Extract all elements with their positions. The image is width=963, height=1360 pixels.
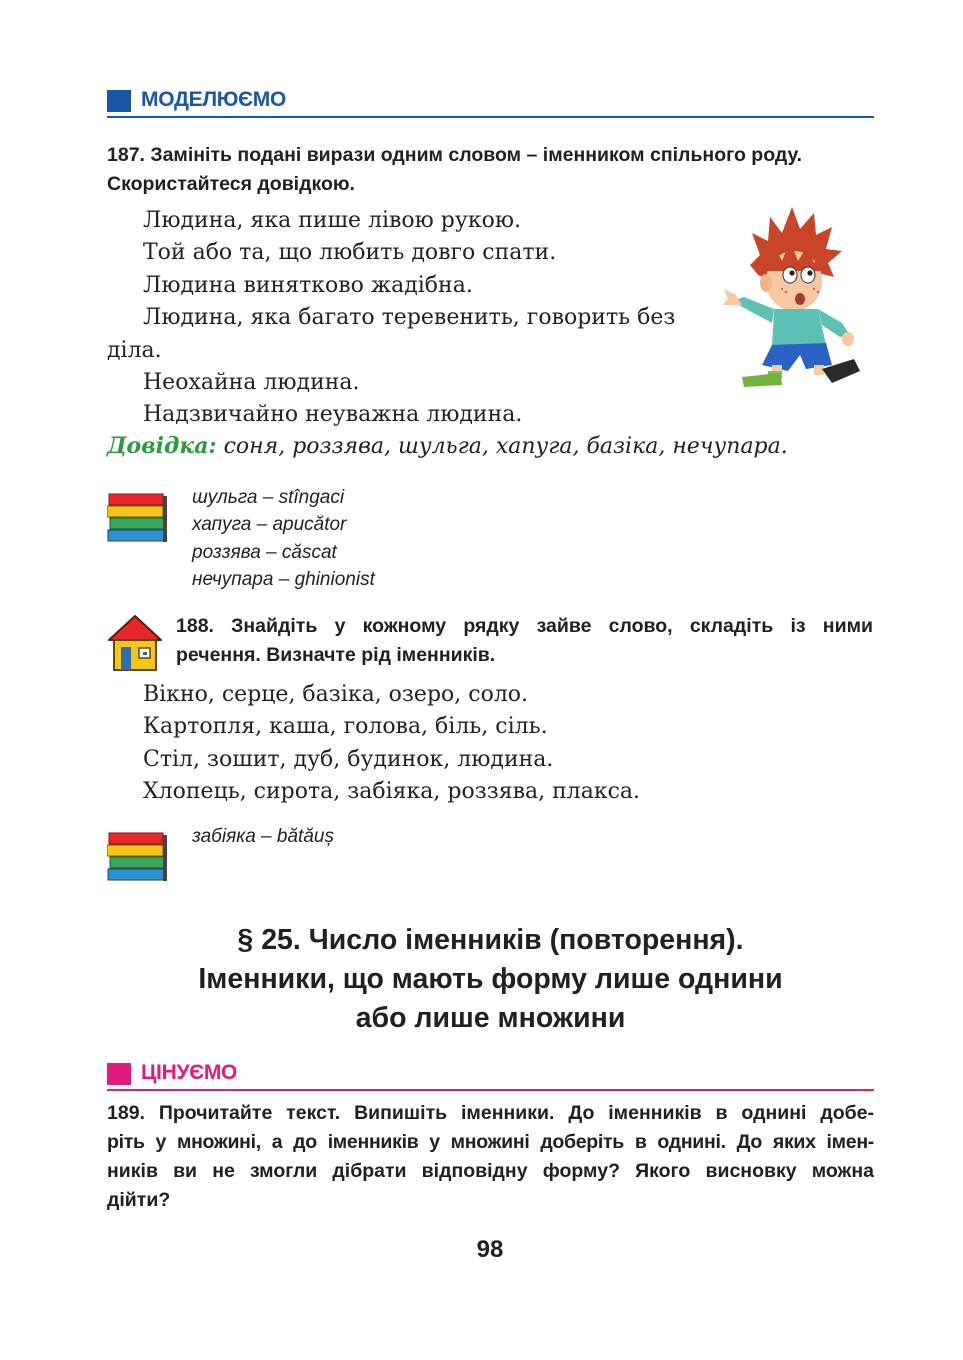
paragraph-title-line-3: або лише множини [355,1002,626,1034]
page-number: 98 [476,1236,504,1263]
phrase-line: Неохайна людина. [143,370,360,396]
books-stack-icon [107,832,169,884]
section-marker-square [107,1063,131,1085]
task-189-line: 189. Прочитайте текст. Випишіть іменники. До іменників в однині добе- [107,1102,874,1124]
phrase-line-continuation: діла. [107,337,162,363]
task-189 [107,1099,874,1215]
house-icon [107,614,163,672]
word-row: Стіл, зошит, дуб, будинок, людина. [143,746,554,772]
section-header-modeling [107,84,874,118]
word-row: Хлопець, сирота, забіяка, роззява, плакса. [143,779,641,805]
vocabulary-entry: шульга – stîngaci [192,487,345,508]
phrase-list [107,205,717,432]
paragraph-title [107,921,874,1038]
section-rule [107,116,874,118]
task-189-line: дійти? [107,1189,171,1211]
boy-illustration [722,205,872,390]
task-187-line-2: Скористайтеся довідкою. [107,173,355,195]
vocabulary-entry: забіяка – bătăuș [192,826,334,847]
phrase-line: Людина винятково жадібна. [143,272,473,298]
section-title: ЦІНУЄМО [141,1061,238,1084]
section-rule [107,1089,874,1091]
phrase-line: Надзвичайно неуважна людина. [143,402,523,428]
task-187 [107,141,877,199]
paragraph-title-line-2: Іменники, що мають форму лише однини [198,963,783,995]
vocabulary-entry: нечупара – ghinionist [192,569,375,591]
task-188-line-2: речення. Визначте рід іменників. [176,644,496,666]
reference-label: Довідка: [107,433,217,459]
task-188-rows [143,679,640,809]
section-title: МОДЕЛЮЄМО [141,88,286,111]
task-187-line-1: 187. Замініть подані вирази одним словом – іменником спільного роду. [107,144,803,166]
task-189-line: ріть у множині, а до іменників у множині доберіть в однині. До яких імен- [107,1131,874,1153]
phrase-line: Людина, яка багато теревенить, говорить без [143,305,676,331]
books-stack-icon [107,493,169,545]
vocabulary-entry: роззява – căscat [192,541,337,563]
word-row: Картопля, каша, голова, біль, сіль. [143,714,548,740]
task-188-line-1: 188. Знайдіть у кожному рядку зайве слово, складіть із ними [176,615,873,637]
paragraph-title-line-1: § 25. Число іменників (повторення). [237,924,744,956]
vocabulary-list-1 [192,484,375,594]
phrase-line: Людина, яка пише лівою рукою. [143,208,521,233]
section-header-valuing [107,1057,874,1091]
reference-line [107,430,788,463]
phrase-line: Той або та, що любить довго спати. [143,240,557,266]
task-188 [176,612,873,670]
reference-words: соня, роззява, шульга, хапуга, базіка, нечупара. [216,434,788,459]
vocabulary-list-2 [192,823,334,850]
word-row: Вікно, серце, базіка, озеро, соло. [143,682,529,707]
task-189-line: ників ви не змогли дібрати відповідну форму? Якого висновку можна [107,1160,874,1182]
vocabulary-entry: хапуга – apucător [192,514,347,536]
section-marker-square [107,90,131,112]
